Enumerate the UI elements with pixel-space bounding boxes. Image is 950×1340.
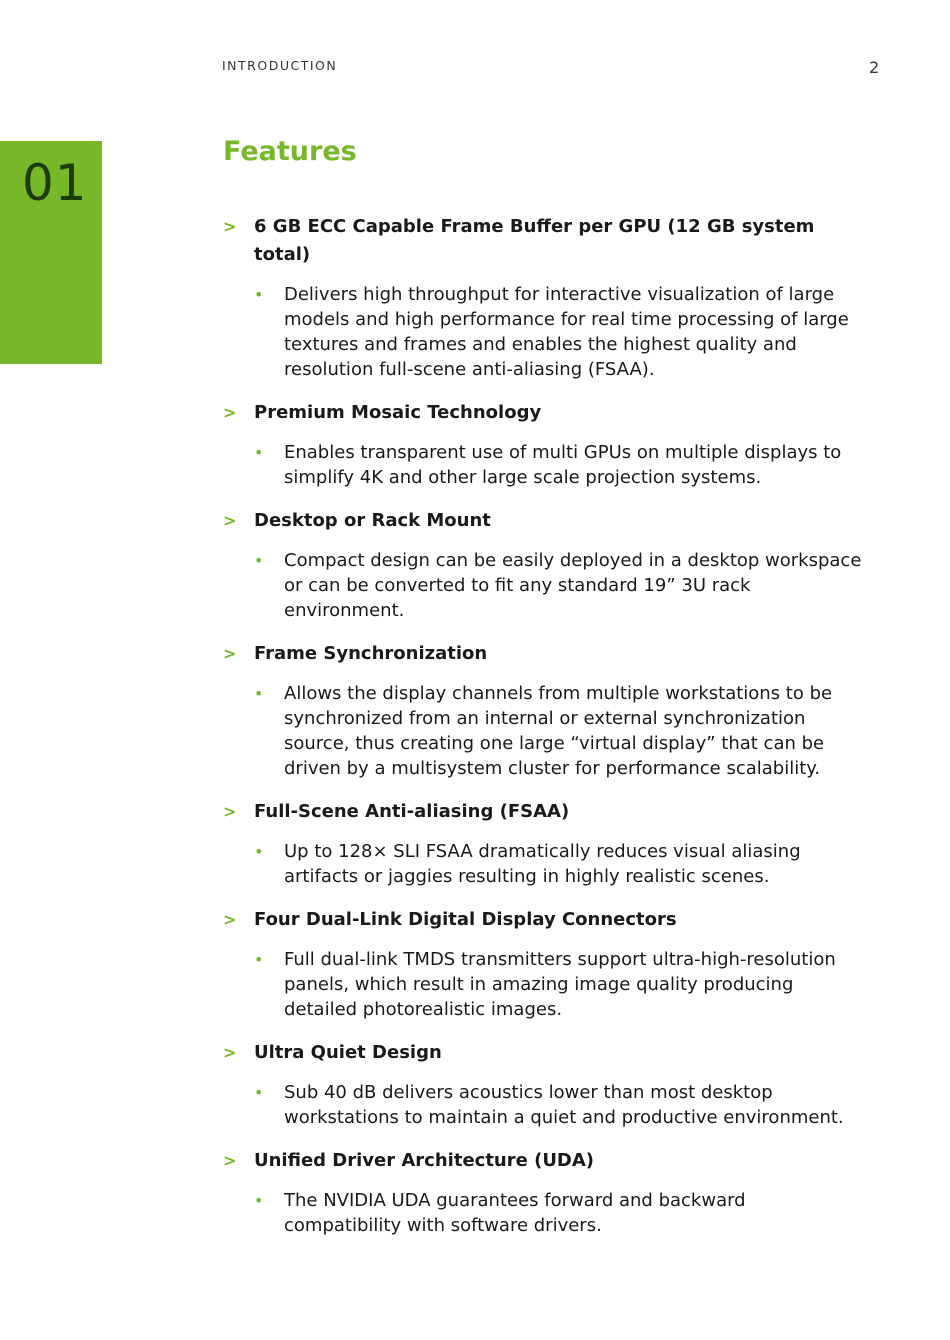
- feature-description: Compact design can be easily deployed in a desktop workspace or can be converted to fit any standard 19” 3U rack environment.: [284, 550, 862, 621]
- chevron-right-icon: >: [223, 403, 237, 422]
- bullet-icon: •: [254, 1083, 264, 1102]
- feature-list: [223, 213, 863, 1255]
- feature-title: Unified Driver Architecture (UDA): [254, 1150, 595, 1171]
- feature-description-row: [254, 282, 863, 382]
- feature-description: Allows the display channels from multiple workstations to be synchronized from an internal or external synchronization source, thus creating one large “virtual display” that can be driven by a multisystem cluster for performance scalability.: [284, 683, 833, 779]
- feature-description: Full dual-link TMDS transmitters support ultra-high-resolution panels, which result in amazing image quality producing detailed photorealistic images.: [284, 949, 836, 1020]
- feature-description-row: [254, 839, 863, 889]
- feature-item: [223, 640, 863, 781]
- section-title: Features: [223, 136, 357, 167]
- bullet-icon: •: [254, 1191, 264, 1210]
- feature-title: Premium Mosaic Technology: [254, 402, 542, 423]
- feature-description-row: [254, 440, 863, 490]
- feature-title: Four Dual-Link Digital Display Connectors: [254, 909, 677, 930]
- chapter-tab: [0, 141, 102, 364]
- feature-title: Frame Synchronization: [254, 643, 488, 664]
- running-header: INTRODUCTION: [222, 58, 338, 73]
- chevron-right-icon: >: [223, 644, 237, 663]
- feature-title: Ultra Quiet Design: [254, 1042, 442, 1063]
- feature-description: Up to 128× SLI FSAA dramatically reduces visual aliasing artifacts or jaggies resulting in highly realistic scenes.: [284, 841, 801, 887]
- chevron-right-icon: >: [223, 802, 237, 821]
- bullet-icon: •: [254, 684, 264, 703]
- feature-description: Enables transparent use of multi GPUs on multiple displays to simplify 4K and other large scale projection systems.: [284, 442, 842, 488]
- chevron-right-icon: >: [223, 217, 237, 236]
- bullet-icon: •: [254, 443, 264, 462]
- feature-heading: [223, 798, 863, 826]
- chevron-right-icon: >: [223, 511, 237, 530]
- feature-title: Desktop or Rack Mount: [254, 510, 491, 531]
- feature-heading: [223, 1147, 863, 1175]
- chevron-right-icon: >: [223, 1043, 237, 1062]
- feature-heading: [223, 1039, 863, 1067]
- feature-item: [223, 906, 863, 1022]
- feature-heading: [223, 213, 863, 269]
- feature-item: [223, 399, 863, 490]
- feature-title: 6 GB ECC Capable Frame Buffer per GPU (12 GB system total): [254, 216, 815, 265]
- feature-item: [223, 1039, 863, 1130]
- feature-heading: [223, 640, 863, 668]
- chevron-right-icon: >: [223, 1151, 237, 1170]
- feature-heading: [223, 507, 863, 535]
- chevron-right-icon: >: [223, 910, 237, 929]
- feature-description-row: [254, 1080, 863, 1130]
- bullet-icon: •: [254, 842, 264, 861]
- feature-description-row: [254, 1188, 863, 1238]
- feature-description: Sub 40 dB delivers acoustics lower than most desktop workstations to maintain a quiet and productive environment.: [284, 1082, 844, 1128]
- feature-title: Full-Scene Anti-aliasing (FSAA): [254, 801, 570, 822]
- feature-description: The NVIDIA UDA guarantees forward and backward compatibility with software drivers.: [284, 1190, 746, 1236]
- feature-heading: [223, 906, 863, 934]
- feature-description: Delivers high throughput for interactive visualization of large models and high performance for real time processing of large textures and frames and enables the highest quality and resolution full-scene anti-aliasing (FSAA).: [284, 284, 849, 380]
- feature-item: [223, 798, 863, 889]
- feature-description-row: [254, 681, 863, 781]
- feature-heading: [223, 399, 863, 427]
- feature-item: [223, 213, 863, 382]
- feature-item: [223, 507, 863, 623]
- bullet-icon: •: [254, 950, 264, 969]
- page-number: 2: [869, 58, 880, 77]
- feature-item: [223, 1147, 863, 1238]
- feature-description-row: [254, 947, 863, 1022]
- feature-description-row: [254, 548, 863, 623]
- chapter-number: 01: [22, 154, 88, 212]
- bullet-icon: •: [254, 551, 264, 570]
- bullet-icon: •: [254, 285, 264, 304]
